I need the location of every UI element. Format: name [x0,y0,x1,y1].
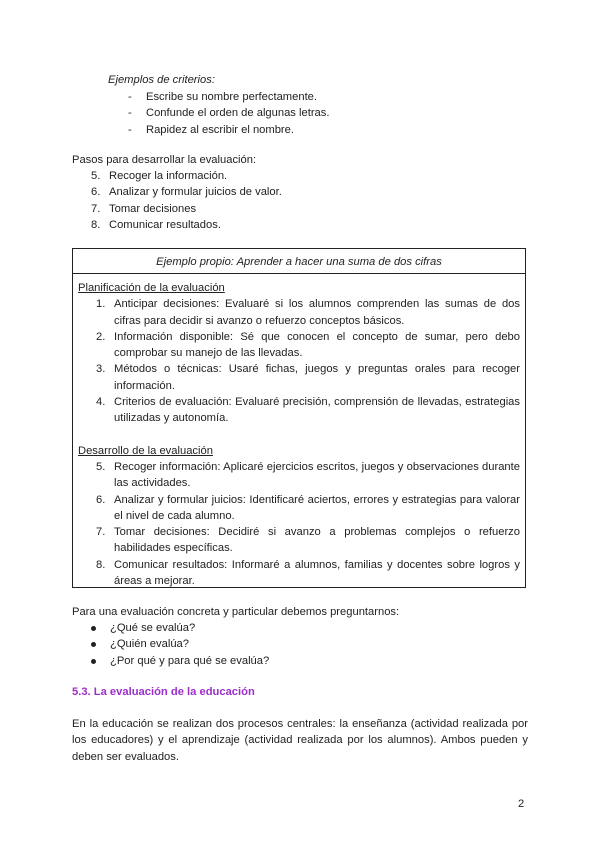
desarrollo-title: Desarrollo de la evaluación [78,444,213,457]
item-number: 8. [96,558,106,571]
item-text: Comunicar resultados. [109,218,221,231]
item-number: 7. [91,202,101,215]
section-heading: 5.3. La evaluación de la educación [72,686,255,698]
item-text: Recoger la información. [109,170,228,182]
list-item [96,492,520,525]
item-number: 3. [96,363,106,376]
item-text: Métodos o técnicas: Usaré fichas, juegos y preguntas orales para recoger información. [114,363,520,392]
list-item [91,168,282,184]
desarrollo-list [96,459,520,589]
item-text: Analizar y formular juicios de valor. [109,186,282,199]
item-number: 8. [91,218,101,231]
item-number: 4. [96,396,106,409]
list-item: - Escribe su nombre perfectamente. [124,89,329,105]
item-number: 7. [96,526,106,539]
criterios-list [124,89,329,138]
item-number: 5. [96,460,106,473]
list-item [96,296,520,329]
pasos-intro: Pasos para desarrollar la evaluación: [72,154,257,166]
item-text: Criterios de evaluación: Evaluaré precisión, comprensión de llevadas, estrategias utilizadas y autonomía. [114,396,520,425]
list-item [91,184,282,200]
list-item [96,557,520,590]
item-text: Anticipar decisiones: Evaluaré si los alumnos comprenden las sumas de dos cifras para decidir si avanzo o refuerzo conceptos básicos. [114,298,520,327]
item-text: Recoger información: Aplicaré ejercicios escritos, juegos y observaciones durante las actividades. [114,460,520,490]
list-item [96,394,520,427]
list-item [96,459,520,492]
list-item: ¿Quién evalúa? [88,636,269,652]
list-item [96,329,520,362]
item-text: Información disponible: Sé que conocen el concepto de sumar, pero debo comprobar su manejo de las llevadas. [114,330,520,360]
criterios-title: Ejemplos de criterios: [108,74,215,86]
item-number: 5. [91,170,101,182]
item-text: Tomar decisiones: Decidiré si avanzo a problemas complejos o refuerzo habilidades específicas. [114,526,520,555]
item-text: Comunicar resultados: Informaré a alumnos, familias y docentes sobre logros y áreas a mejorar. [114,558,520,588]
list-item [96,361,520,394]
list-item: ¿Por qué y para qué se evalúa? [88,653,269,669]
pasos-list [91,168,282,233]
item-number: 2. [96,330,106,343]
list-item: - Rapidez al escribir el nombre. [124,122,329,138]
item-number: 6. [96,493,106,506]
list-item: - Confunde el orden de algunas letras. [124,105,329,121]
preguntas-list [88,620,269,669]
section-paragraph: En la educación se realizan dos procesos centrales: la enseñanza (actividad realizada por los educadores) y el aprendizaje (actividad realizada por los alumnos). Ambos pueden y deben ser evaluados. [72,718,528,763]
list-item: ¿Qué se evalúa? [88,620,269,636]
item-text: Tomar decisiones [109,202,197,215]
list-item [91,201,282,217]
item-number: 6. [91,186,101,199]
list-item [91,217,282,233]
preguntas-intro: Para una evaluación concreta y particular debemos preguntarnos: [72,606,400,618]
ejemplo-body [73,274,525,589]
page-number: 2 [518,798,525,810]
planificacion-list [96,296,520,426]
list-item [96,524,520,557]
ejemplo-header: Ejemplo propio: Aprender a hacer una suma de dos cifras [73,249,525,274]
planificacion-title: Planificación de la evaluación [78,282,225,294]
item-number: 1. [96,298,106,311]
item-text: Analizar y formular juicios: Identificaré aciertos, errores y estrategias para valorar el nivel de cada alumno. [114,493,520,522]
ejemplo-box [72,248,526,588]
